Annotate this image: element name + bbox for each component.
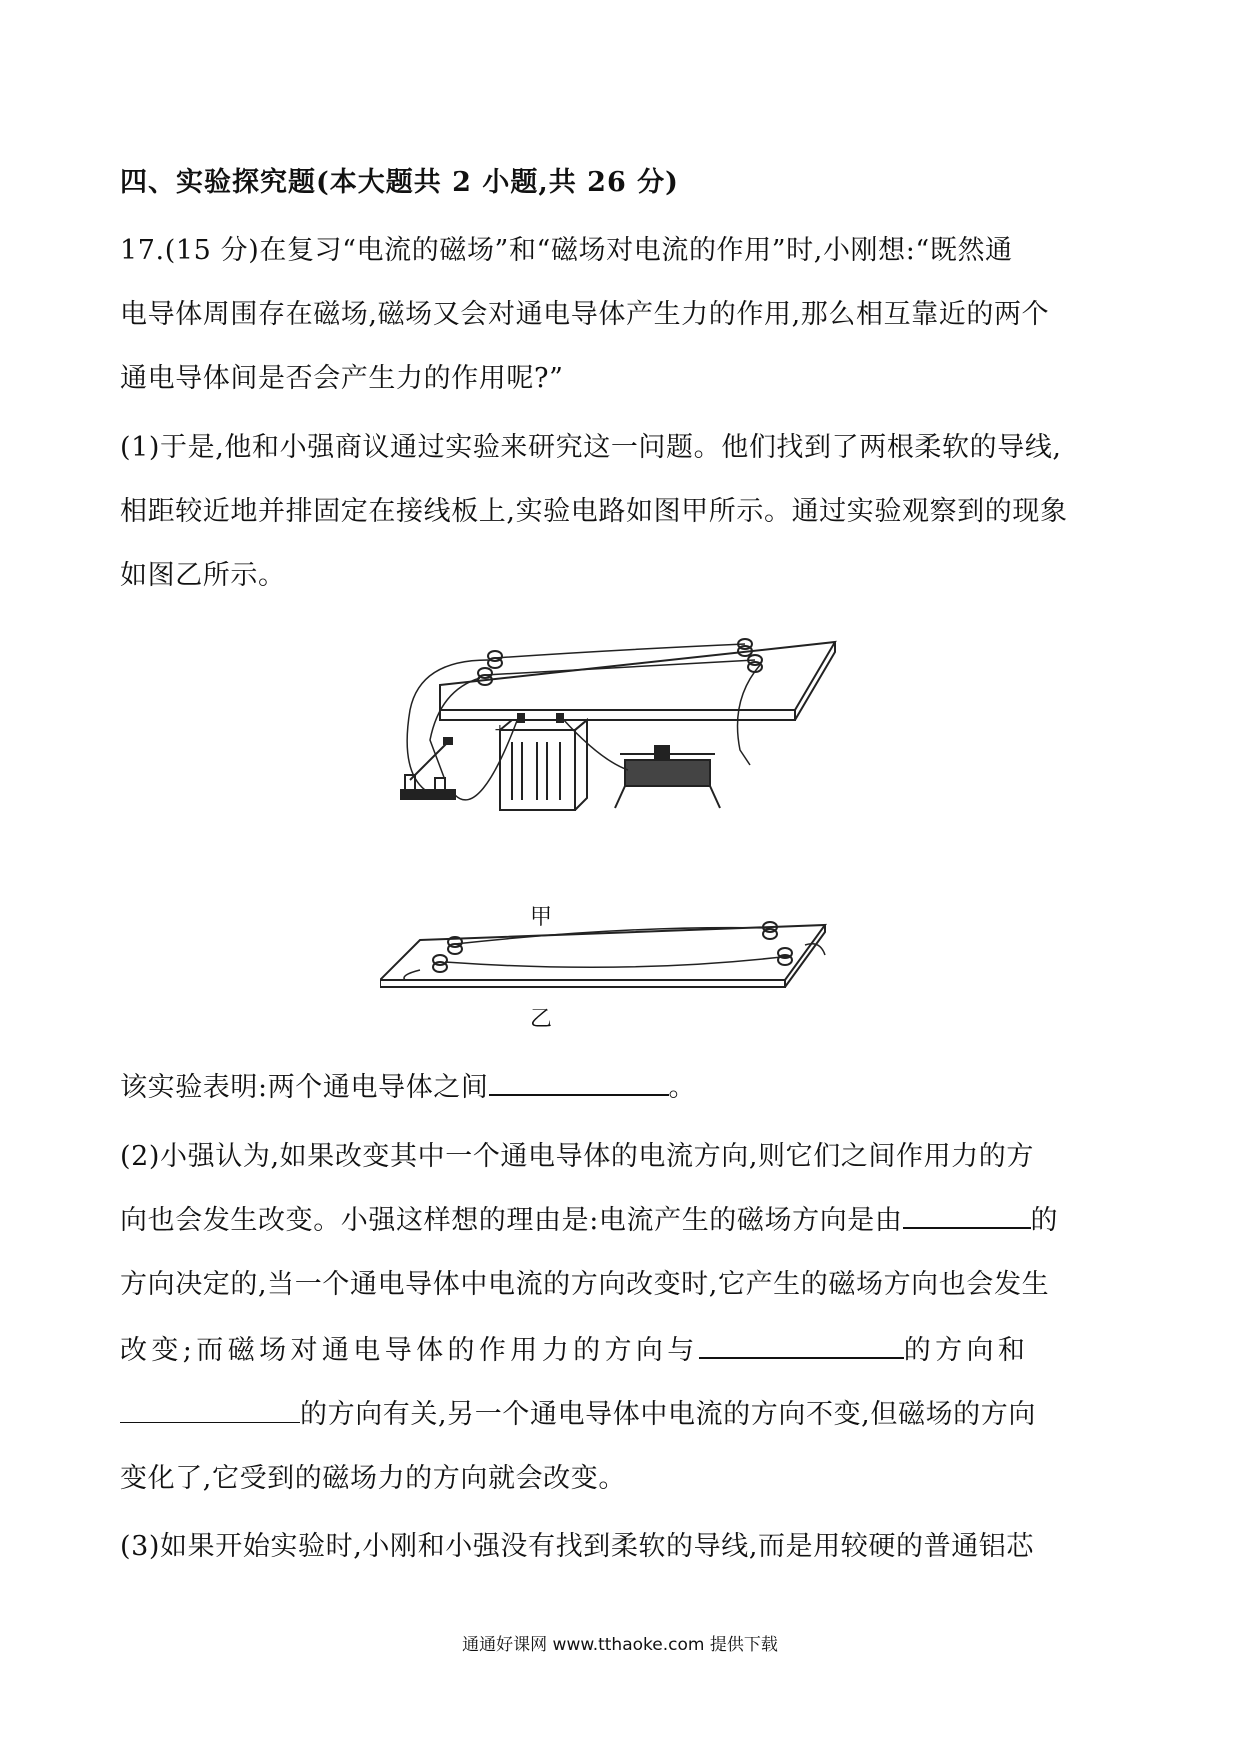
part2-line-5-suffix: 的方向有关,另一个通电导体中电流的方向不变,但磁场的方向 bbox=[300, 1399, 1036, 1430]
conclusion-line bbox=[120, 1065, 696, 1104]
figure-yi-label: 乙 bbox=[530, 1007, 553, 1032]
q17-line-1: 17.(15 分)在复习“电流的磁场”和“磁场对电流的作用”时,小刚想:“既然通 bbox=[120, 235, 1013, 266]
part3-line-1: (3)如果开始实验时,小刚和小强没有找到柔软的导线,而是用较硬的普通铝芯 bbox=[120, 1531, 1035, 1562]
part2-line-2 bbox=[120, 1198, 1058, 1237]
section-title: 四、实验探究题(本大题共 2 小题,共 26 分) bbox=[120, 167, 679, 198]
part2-line-4-prefix: 改变;而磁场对通电导体的作用力的方向与 bbox=[120, 1335, 699, 1366]
part2-line-3: 方向决定的,当一个通电导体中电流的方向改变时,它产生的磁场方向也会发生 bbox=[120, 1269, 1050, 1300]
part2-line-4 bbox=[120, 1328, 1029, 1367]
part2-line-6: 变化了,它受到的磁场力的方向就会改变。 bbox=[120, 1463, 626, 1494]
svg-text:−: − bbox=[570, 712, 582, 728]
rheostat bbox=[615, 746, 720, 808]
q17-line-3: 通电导体间是否会产生力的作用呢?” bbox=[120, 363, 564, 394]
figure-jia-circuit bbox=[400, 630, 860, 900]
conclusion-prefix: 该实验表明:两个通电导体之间 bbox=[120, 1072, 489, 1103]
part1-line-2: 相距较近地并排固定在接线板上,实验电路如图甲所示。通过实验观察到的现象 bbox=[120, 496, 1068, 527]
part2-line-4-suffix: 的方向和 bbox=[903, 1335, 1030, 1366]
q17-line-2: 电导体周围存在磁场,磁场又会对通电导体产生力的作用,那么相互靠近的两个 bbox=[120, 299, 1050, 330]
battery bbox=[500, 714, 587, 810]
knife-switch bbox=[400, 738, 455, 799]
answer-blank-4[interactable] bbox=[120, 1398, 300, 1423]
figure-yi-result bbox=[380, 920, 840, 1010]
part2-line-2-suffix: 的 bbox=[1030, 1205, 1059, 1236]
part1-line-3: 如图乙所示。 bbox=[120, 560, 286, 591]
page-footer: 通通好课网 www.tthaoke.com 提供下载 bbox=[462, 1635, 778, 1655]
answer-blank-1[interactable] bbox=[489, 1070, 669, 1096]
answer-blank-2[interactable] bbox=[903, 1203, 1031, 1229]
conclusion-suffix: 。 bbox=[668, 1072, 697, 1103]
part1-line-1: (1)于是,他和小强商议通过实验来研究这一问题。他们找到了两根柔软的导线, bbox=[120, 432, 1062, 463]
svg-text:+: + bbox=[494, 722, 506, 738]
part2-line-2-prefix: 向也会发生改变。小强这样想的理由是:电流产生的磁场方向是由 bbox=[120, 1205, 903, 1236]
wiring-board bbox=[380, 925, 825, 980]
answer-blank-3[interactable] bbox=[699, 1333, 904, 1359]
part2-line-5 bbox=[120, 1392, 1036, 1431]
part2-line-1: (2)小强认为,如果改变其中一个通电导体的电流方向,则它们之间作用力的方 bbox=[120, 1141, 1035, 1172]
figure-jia-label: 甲 bbox=[530, 905, 553, 930]
